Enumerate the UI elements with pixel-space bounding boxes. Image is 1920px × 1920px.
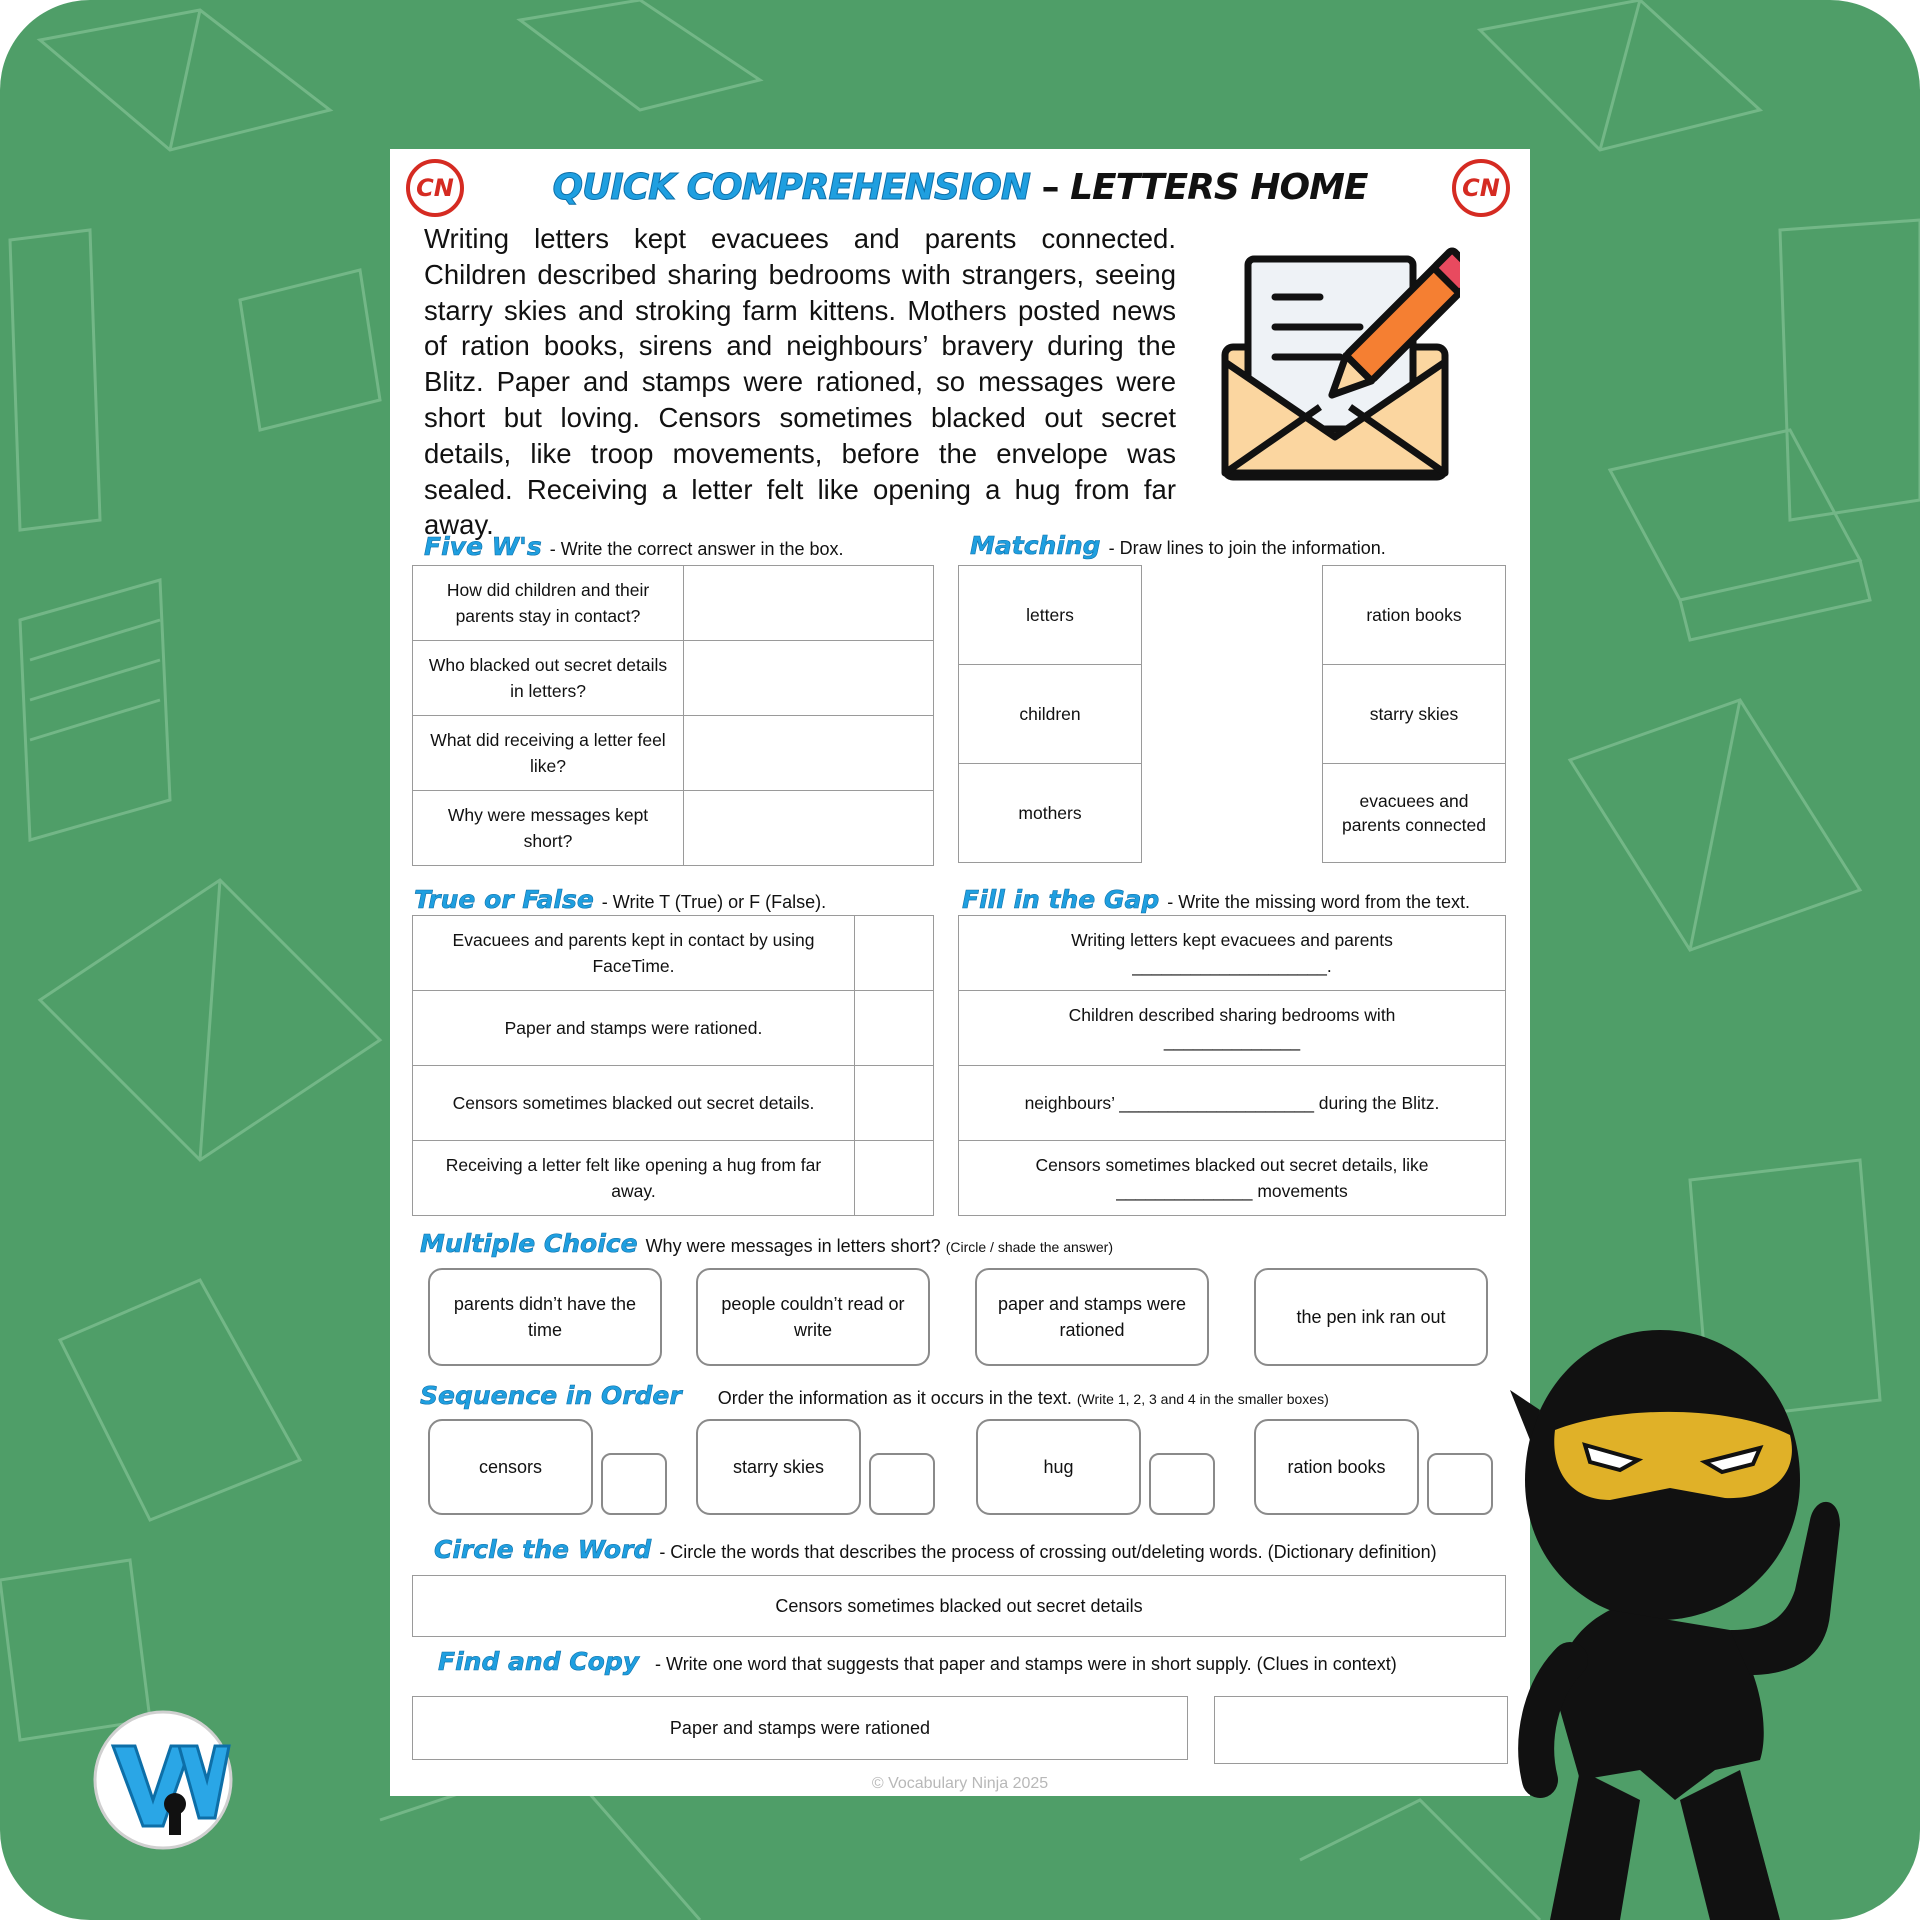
five-ws-table (412, 565, 934, 866)
true-false-heading: True or False (414, 885, 594, 914)
worksheet (390, 149, 1530, 1796)
find-copy-answer-box[interactable] (1214, 1696, 1508, 1764)
fill-gap-blank: ______________ (1163, 1031, 1301, 1051)
fill-gap-instruction: - Write the missing word from the text. (1167, 892, 1471, 912)
matching-instruction: - Draw lines to join the information. (1108, 538, 1386, 558)
sequence-note: (Write 1, 2, 3 and 4 in the smaller boxes) (1076, 1391, 1329, 1407)
fill-gap-table (958, 915, 1506, 1216)
ninja-mascot-icon (1510, 1330, 1850, 1920)
circle-word-instruction: - Circle the words that describes the process of crossing out/deleting words. (Dictionary definition) (659, 1542, 1437, 1562)
true-false-statement: Paper and stamps were rationed. (413, 991, 855, 1066)
fill-gap-row[interactable] (959, 991, 1506, 1066)
fill-gap-row[interactable] (959, 916, 1506, 991)
vocabulary-ninja-logo-icon (91, 1708, 235, 1852)
five-ws-question: Why were messages kept short? (413, 791, 684, 866)
multiple-choice-question: Why were messages in letters short? (645, 1236, 941, 1256)
true-false-statement: Censors sometimes blacked out secret details. (413, 1066, 855, 1141)
five-ws-question: Who blacked out secret details in letters? (413, 641, 684, 716)
cn-logo-left: CN (406, 159, 464, 217)
answer-box[interactable] (684, 566, 934, 641)
true-false-statement: Evacuees and parents kept in contact by using FaceTime. (413, 916, 855, 991)
true-false-table (412, 915, 934, 1216)
matching-left-item[interactable]: letters (958, 565, 1142, 665)
sequence-heading-row (420, 1381, 1329, 1410)
cn-logo-right: CN (1452, 159, 1510, 217)
sequence-instruction: Order the information as it occurs in the text. (717, 1388, 1072, 1408)
answer-box[interactable] (855, 1141, 934, 1216)
multiple-choice-heading-row (420, 1229, 1113, 1258)
five-ws-question: What did receiving a letter feel like? (413, 716, 684, 791)
sequence-number-box[interactable] (869, 1453, 935, 1515)
circle-word-heading-row (434, 1535, 1437, 1564)
find-copy-sentence: Paper and stamps were rationed (412, 1696, 1188, 1760)
matching-left-item[interactable]: children (958, 664, 1142, 764)
sequence-number-box[interactable] (601, 1453, 667, 1515)
choice-option[interactable]: people couldn’t read or write (696, 1268, 930, 1366)
answer-box[interactable] (855, 1066, 934, 1141)
reading-passage: Writing letters kept evacuees and parents connected. Children described sharing bedrooms with strangers, seeing starry skies and stroking farm kittens. Mothers posted news of ration books, sirens and neighbours’ bravery during the Blitz. Paper and stamps were rationed, so messages were short but loving. Censors sometimes blacked out secret details, like troop movements, before the envelope was sealed. Receiving a letter felt like opening a hug from far away. (424, 223, 1176, 541)
sequence-number-box[interactable] (1427, 1453, 1493, 1515)
true-false-heading-row (414, 885, 826, 914)
fill-gap-blank: ____________________. (1132, 956, 1332, 976)
sequence-item: censors (428, 1419, 593, 1515)
circle-word-sentence[interactable]: Censors sometimes blacked out secret details (412, 1575, 1506, 1637)
answer-box[interactable] (684, 716, 934, 791)
fill-gap-text: Censors sometimes blacked out secret details, like (1035, 1155, 1429, 1175)
sequence-item: starry skies (696, 1419, 861, 1515)
five-ws-question: How did children and their parents stay in contact? (413, 566, 684, 641)
fill-gap-heading-row (962, 885, 1470, 914)
true-false-statement: Receiving a letter felt like opening a hug from far away. (413, 1141, 855, 1216)
choice-option[interactable]: parents didn’t have the time (428, 1268, 662, 1366)
fill-gap-heading: Fill in the Gap (962, 885, 1160, 914)
envelope-letter-pencil-icon (1220, 237, 1460, 487)
fill-gap-text: neighbours’ ____________________ during the Blitz. (1024, 1093, 1440, 1113)
five-ws-heading-row (424, 532, 844, 561)
answer-box[interactable] (855, 916, 934, 991)
title-part2: LETTERS HOME (1070, 167, 1368, 208)
fill-gap-text: Writing letters kept evacuees and parents (1071, 930, 1393, 950)
sequence-item: ration books (1254, 1419, 1419, 1515)
fill-gap-row[interactable] (959, 1141, 1506, 1216)
five-ws-instruction: - Write the correct answer in the box. (549, 539, 844, 559)
circle-word-heading: Circle the Word (434, 1535, 652, 1564)
sequence-item: hug (976, 1419, 1141, 1515)
choice-option[interactable]: paper and stamps were rationed (975, 1268, 1209, 1366)
sequence-heading: Sequence in Order (420, 1381, 682, 1410)
sequence-number-box[interactable] (1149, 1453, 1215, 1515)
find-copy-heading: Find and Copy (438, 1647, 640, 1676)
worksheet-title (390, 167, 1530, 208)
matching-right-item[interactable]: starry skies (1322, 664, 1506, 764)
multiple-choice-note: (Circle / shade the answer) (945, 1239, 1113, 1255)
copyright-footer: © Vocabulary Ninja 2025 (871, 1775, 1049, 1792)
matching-heading: Matching (970, 531, 1101, 560)
matching-heading-row (970, 531, 1386, 560)
choice-option[interactable]: the pen ink ran out (1254, 1268, 1488, 1366)
matching-right-item[interactable]: evacuees and parents connected (1322, 763, 1506, 863)
answer-box[interactable] (684, 791, 934, 866)
fill-gap-row[interactable] (959, 1066, 1506, 1141)
multiple-choice-heading: Multiple Choice (420, 1229, 638, 1258)
title-dash: – (1030, 167, 1071, 208)
fill-gap-blank: ______________ movements (1116, 1181, 1348, 1201)
title-part1: QUICK COMPREHENSION (552, 167, 1031, 208)
find-copy-heading-row (438, 1647, 1397, 1676)
matching-right-item[interactable]: ration books (1322, 565, 1506, 665)
fill-gap-text: Children described sharing bedrooms with (1068, 1005, 1396, 1025)
true-false-instruction: - Write T (True) or F (False). (601, 892, 827, 912)
find-copy-instruction: - Write one word that suggests that paper and stamps were in short supply. (Clues in context) (655, 1654, 1397, 1674)
answer-box[interactable] (684, 641, 934, 716)
five-ws-heading: Five W's (424, 532, 542, 561)
matching-left-item[interactable]: mothers (958, 763, 1142, 863)
answer-box[interactable] (855, 991, 934, 1066)
